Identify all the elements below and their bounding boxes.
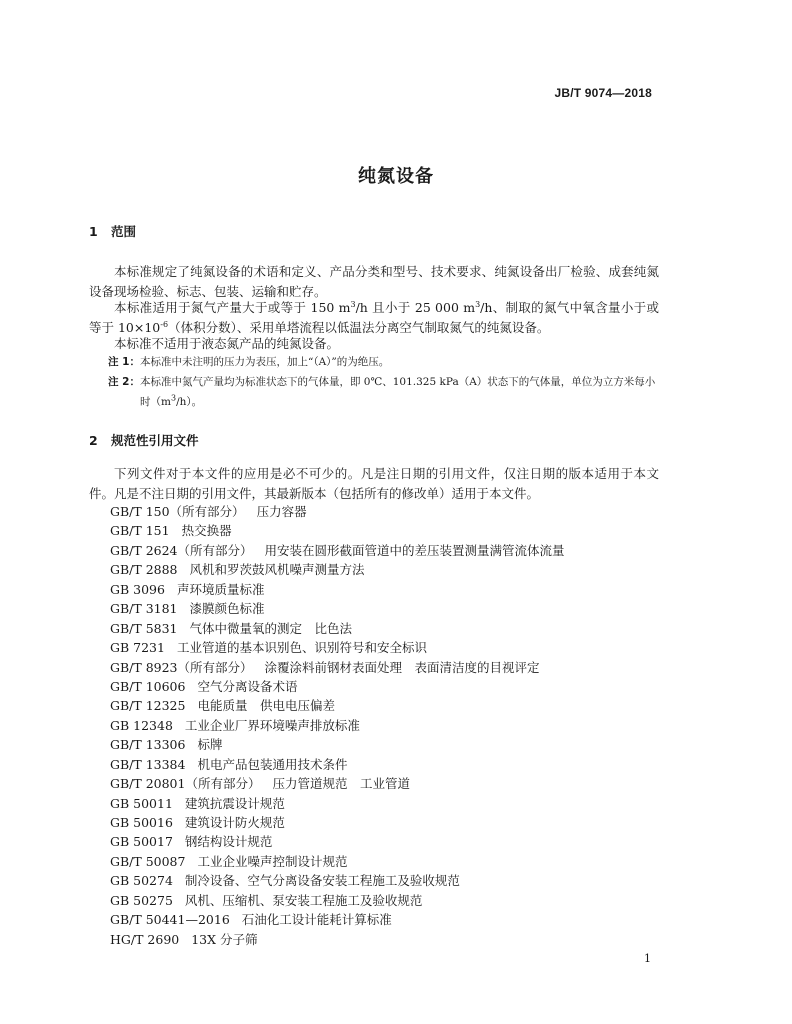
note-text-continued: 时$(m^3/h)$。	[140, 393, 203, 408]
reference-code: GB/T 50087	[110, 853, 186, 869]
reference-code: GB 50011	[110, 795, 173, 811]
reference-item	[110, 599, 565, 618]
reference-item	[110, 930, 565, 949]
reference-item	[110, 696, 565, 715]
reference-item	[110, 638, 565, 657]
reference-title: 压力容器	[256, 504, 307, 519]
reference-title: 声环境质量标准	[176, 581, 265, 597]
reference-title: 13X 分子筛	[191, 931, 258, 947]
note-text: 本标准中氮气产量均为标准状态下的气体量，即 0℃、101.325 kPa（A）状态下的气体量，单位为立方米每小	[139, 376, 656, 388]
reference-item	[110, 910, 565, 929]
reference-code: GB 50016	[110, 815, 173, 830]
reference-title: 风机和罗茨鼓风机噪声测量方法	[189, 562, 365, 578]
reference-title: 建筑抗震设计规范	[184, 795, 285, 811]
reference-item	[110, 774, 565, 793]
reference-item	[110, 755, 565, 774]
page-number: 1	[644, 952, 651, 965]
reference-title: 空气分离设备术语	[197, 678, 298, 694]
reference-item	[110, 871, 565, 890]
reference-item	[110, 580, 565, 599]
note-label: 注 2：	[108, 376, 140, 388]
reference-item	[110, 541, 565, 560]
reference-item	[110, 658, 565, 677]
normative-intro: 下列文件对于本文件的应用是必不可少的。凡是注日期的引用文件，仅注日期的版本适用于本文件。凡是不注日期的引用文件，其最新版本（包括所有的修改单）适用于本文件。	[89, 466, 659, 501]
reference-title: 工业管道的基本识别色、识别符号和安全标识	[176, 640, 427, 656]
reference-item	[110, 521, 565, 540]
reference-code: GB/T 13306	[110, 737, 186, 753]
reference-title: 风机、压缩机、泵安装工程施工及验收规范	[184, 892, 423, 908]
reference-item	[110, 852, 565, 871]
section-title: 规范性引用文件	[111, 433, 199, 448]
document-title: 纯氮设备	[358, 166, 434, 187]
reference-code: GB/T 3181	[110, 601, 178, 617]
reference-title: 压力管道规范 工业管道	[272, 776, 410, 792]
reference-item	[110, 560, 565, 579]
scope-paragraph-2: 本标准适用于氮气产量大于或等于 150 $m^3/h$ 且小于 25 000 $m^3/h$、制取的氮气中氧含量小于或等于 $10\times 10^{-6}$（体积分数）、采用单塔流程以低温法分离空气制取氮气的纯氮设备。	[89, 299, 659, 335]
note-label: 注 1：	[108, 356, 140, 368]
standard-code: JB/T 9074—2018	[554, 86, 652, 100]
reference-code: GB 50274	[110, 873, 173, 889]
section-number: 2	[89, 433, 98, 448]
reference-code: GB/T 10606	[110, 678, 186, 694]
section-number: 1	[89, 224, 98, 239]
reference-title: 漆膜颜色标准	[189, 601, 265, 617]
reference-title: 石油化工设计能耗计算标准	[241, 912, 392, 928]
reference-item	[110, 716, 565, 735]
reference-code: GB/T 12325	[110, 698, 186, 714]
reference-code: GB/T 13384	[110, 756, 186, 772]
reference-title: 热交换器	[181, 523, 232, 539]
reference-code: GB/T 20801（所有部分）	[110, 776, 261, 792]
reference-item	[110, 677, 565, 696]
section-heading-scope	[89, 222, 136, 240]
reference-code: GB/T 151	[110, 523, 170, 539]
note-1	[108, 352, 660, 372]
note-2	[108, 372, 660, 412]
scope-paragraph-1: 本标准规定了纯氮设备的术语和定义、产品分类和型号、技术要求、纯氮设备出厂检验、成套纯氮设备现场检验、标志、包装、运输和贮存。	[89, 264, 659, 299]
scope-paragraph-3: 本标准不适用于液态氮产品的纯氮设备。	[114, 336, 340, 351]
reference-code: GB/T 50441—2016	[110, 912, 230, 928]
section-heading-normative-references	[89, 431, 199, 449]
reference-title: 建筑设计防火规范	[184, 815, 285, 830]
reference-code: GB 3096	[110, 581, 165, 597]
reference-item	[110, 735, 565, 754]
reference-title: 工业企业噪声控制设计规范	[197, 853, 348, 869]
note-text: 本标准中未注明的压力为表压，加上“（A）”的为绝压。	[139, 356, 390, 368]
reference-title: 工业企业厂界环境噪声排放标准	[184, 717, 360, 733]
reference-code: GB/T 2888	[110, 562, 178, 578]
reference-code: GB 50017	[110, 834, 173, 850]
reference-code: GB/T 8923（所有部分）	[110, 659, 253, 675]
reference-code: HG/T 2690	[110, 931, 180, 947]
reference-item	[110, 891, 565, 910]
reference-code: GB/T 150（所有部分）	[110, 504, 245, 519]
reference-item	[110, 832, 565, 851]
reference-code: GB 12348	[110, 717, 173, 733]
reference-list	[110, 502, 565, 949]
reference-item	[110, 813, 565, 832]
reference-title: 气体中微量氧的测定 比色法	[189, 620, 353, 636]
reference-code: GB 50275	[110, 892, 173, 908]
reference-title: 电能质量 供电电压偏差	[197, 698, 335, 714]
reference-title: 标牌	[197, 737, 223, 753]
reference-title: 用安装在圆形截面管道中的差压装置测量满管流体流量	[264, 542, 565, 558]
section-title: 范围	[111, 224, 137, 239]
reference-item	[110, 619, 565, 638]
reference-title: 钢结构设计规范	[184, 834, 273, 850]
reference-code: GB/T 2624（所有部分）	[110, 542, 253, 558]
reference-code: GB/T 5831	[110, 620, 178, 636]
reference-item	[110, 794, 565, 813]
reference-item	[110, 502, 565, 521]
reference-title: 涂覆涂料前钢材表面处理 表面清洁度的目视评定	[264, 659, 540, 675]
reference-title: 制冷设备、空气分离设备安装工程施工及验收规范	[184, 873, 460, 889]
reference-code: GB 7231	[110, 640, 165, 656]
reference-title: 机电产品包装通用技术条件	[197, 756, 348, 772]
